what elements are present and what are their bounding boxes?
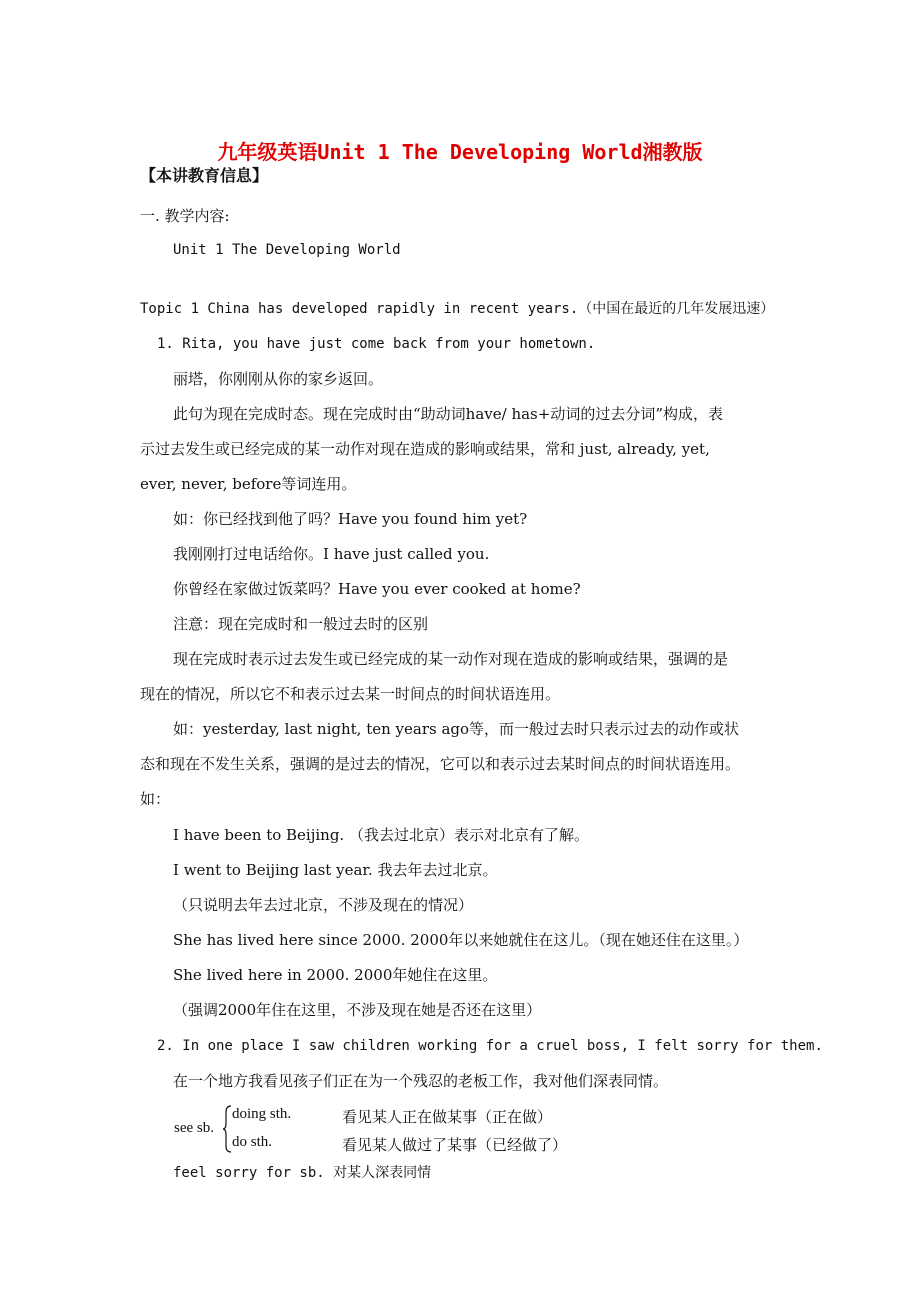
brace-option-2-meaning: 看见某人做过了某事（已经做了） bbox=[342, 1138, 568, 1154]
feel-sorry-line: feel sorry for sb. 对某人深表同情 bbox=[173, 1165, 432, 1181]
item1-para1-line1: 此句为现在完成时态。现在完成时由“助动词have/ has+动词的过去分词”构成，表 bbox=[173, 405, 723, 423]
item1-para1-line2: 示过去发生或已经完成的某一动作对现在造成的影响或结果，常和 just, already, yet, bbox=[140, 440, 710, 458]
topic-line: Topic 1 China has developed rapidly in recent years.（中国在最近的几年发展迅速） bbox=[140, 301, 775, 317]
item1-para1-line3: ever, never, before等词连用。 bbox=[140, 475, 357, 493]
item1-para2-line2: 现在的情况，所以它不和表示过去某一时间点的时间状语连用。 bbox=[140, 685, 561, 703]
see-sb-brace-block bbox=[174, 1104, 654, 1154]
section-header: 【本讲教育信息】 bbox=[140, 166, 269, 185]
brace-icon bbox=[222, 1104, 232, 1154]
sentence-2: I went to Beijing last year. 我去年去过北京。 bbox=[173, 861, 498, 879]
brace-option-2: do sth. bbox=[232, 1134, 273, 1150]
document-title: 九年级英语Unit 1 The Developing World湘教版 bbox=[217, 140, 703, 164]
item1-para3-line3: 如： bbox=[140, 790, 171, 808]
item1-para3-line2: 态和现在不发生关系，强调的是过去的情况，它可以和表示过去某时间点的时间状语连用。 bbox=[140, 755, 741, 773]
item1-english: 1. Rita, you have just come back from your hometown. bbox=[157, 336, 596, 352]
brace-label: see sb. bbox=[174, 1120, 214, 1136]
item1-chinese: 丽塔，你刚刚从你的家乡返回。 bbox=[173, 370, 384, 388]
example-3: 你曾经在家做过饭菜吗？Have you ever cooked at home? bbox=[173, 580, 581, 598]
item2-english: 2. In one place I saw children working for a cruel boss, I felt sorry for them. bbox=[157, 1038, 823, 1054]
example-1: 如：你已经找到他了吗？Have you found him yet? bbox=[173, 510, 528, 528]
brace-option-1-meaning: 看见某人正在做某事（正在做） bbox=[342, 1110, 553, 1126]
sentence-3: （只说明去年去过北京，不涉及现在的情况） bbox=[173, 896, 474, 914]
section-teaching-content: 一. 教学内容: bbox=[140, 207, 230, 225]
example-2: 我刚刚打过电话给你。I have just called you. bbox=[173, 545, 490, 563]
sentence-6: （强调2000年住在这里，不涉及现在她是否还在这里） bbox=[173, 1001, 542, 1019]
sentence-5: She lived here in 2000. 2000年她住在这里。 bbox=[173, 966, 498, 984]
item1-para3-line1: 如：yesterday, last night, ten years ago等，而一般过去时只表示过去的动作或状 bbox=[173, 720, 740, 738]
note-line: 注意：现在完成时和一般过去时的区别 bbox=[173, 615, 429, 633]
item1-para2-line1: 现在完成时表示过去发生或已经完成的某一动作对现在造成的影响或结果，强调的是 bbox=[173, 650, 729, 668]
item2-chinese: 在一个地方我看见孩子们正在为一个残忍的老板工作，我对他们深表同情。 bbox=[173, 1072, 669, 1090]
sentence-4: She has lived here since 2000. 2000年以来她就住在这儿。（现在她还住在这里。） bbox=[173, 931, 749, 949]
unit-line: Unit 1 The Developing World bbox=[173, 242, 401, 258]
sentence-1: I have been to Beijing. （我去过北京）表示对北京有了解。 bbox=[173, 826, 589, 844]
brace-option-1: doing sth. bbox=[232, 1106, 292, 1122]
